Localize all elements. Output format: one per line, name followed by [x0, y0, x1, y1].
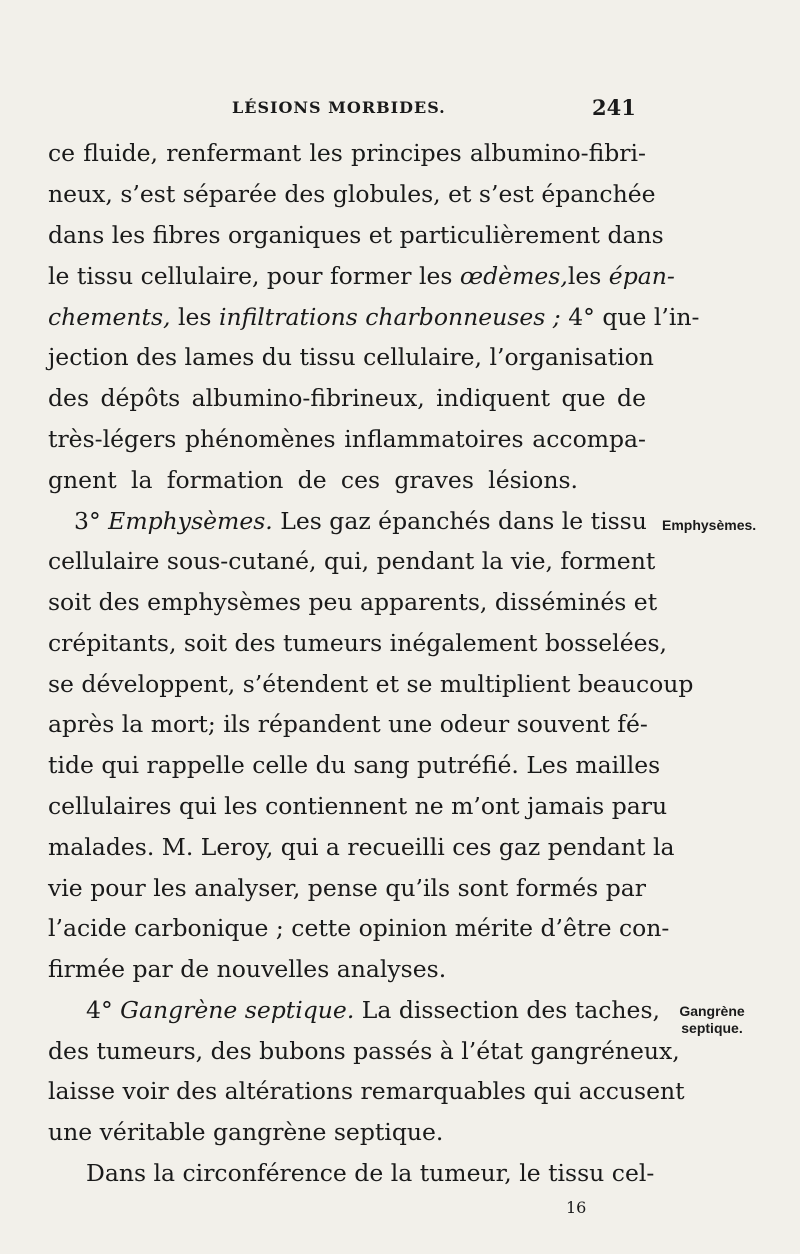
- text-line: Dans la circonférence de la tumeur, le tissu cel-: [86, 1159, 655, 1187]
- text-span: 4° que l’in-: [560, 303, 700, 331]
- text-line: laisse voir des altérations remarquables qui accusent: [48, 1077, 685, 1105]
- text-line: l’acide carbonique ; cette opinion mérite d’être con-: [48, 914, 670, 942]
- text-span: Les gaz épanchés dans le tissu: [272, 507, 647, 535]
- text-line: firmée par de nouvelles analyses.: [48, 955, 447, 983]
- italic-span: œdèmes,: [459, 262, 568, 290]
- text-span: les: [567, 262, 609, 290]
- italic-span: infiltrations charbonneuses ;: [218, 303, 561, 331]
- text-span: 4°: [86, 996, 121, 1024]
- margin-note-emphysemes: Emphysèmes.: [662, 517, 757, 533]
- text-span: les: [170, 303, 219, 331]
- text-line: très-légers phénomènes inflammatoires accompa-: [48, 425, 646, 453]
- text-span: 3°: [74, 507, 109, 535]
- text-span: le tissu cellulaire, pour former les: [48, 262, 460, 290]
- margin-note-line: Gangrène: [679, 1003, 745, 1019]
- signature-mark: 16: [566, 1198, 587, 1217]
- text-line: dans les fibres organiques et particulièrement dans: [48, 221, 664, 249]
- italic-span: épan-: [608, 262, 675, 290]
- text-line: [48, 302, 700, 332]
- text-line: ce fluide, renfermant les principes albumino-fibri-: [48, 139, 646, 167]
- text-line: crépitants, soit des tumeurs inégalement bosselées,: [48, 629, 668, 657]
- text-line: des tumeurs, des bubons passés à l’état gangréneux,: [48, 1037, 680, 1065]
- text-line: après la mort; ils répandent une odeur souvent fé-: [48, 710, 648, 738]
- text-line: se développent, s’étendent et se multiplient beaucoup: [48, 670, 694, 698]
- text-line: des dépôts albumino-fibrineux, indiquent que de: [48, 384, 646, 412]
- text-line: malades. M. Leroy, qui a recueilli ces gaz pendant la: [48, 833, 675, 861]
- text-line: une véritable gangrène septique.: [48, 1118, 444, 1146]
- italic-span: chements,: [48, 303, 171, 331]
- text-line: vie pour les analyser, pense qu’ils sont formés par: [48, 874, 646, 902]
- text-line: [74, 506, 646, 536]
- running-title: LÉSIONS MORBIDES.: [232, 98, 446, 117]
- text-line: [86, 995, 660, 1025]
- text-line: tide qui rappelle celle du sang putréfié. Les mailles: [48, 751, 661, 779]
- margin-note-gangrene: [662, 1003, 762, 1037]
- page-number: 241: [592, 95, 636, 120]
- text-line: soit des emphysèmes peu apparents, disséminés et: [48, 588, 658, 616]
- text-line: gnent la formation de ces graves lésions.: [48, 466, 578, 494]
- text-line: [48, 261, 675, 291]
- margin-note-line: septique.: [681, 1020, 743, 1036]
- text-line: neux, s’est séparée des globules, et s’est épanchée: [48, 180, 656, 208]
- text-line: cellulaire sous-cutané, qui, pendant la vie, forment: [48, 547, 656, 575]
- text-line: jection des lames du tissu cellulaire, l’organisation: [48, 343, 654, 371]
- italic-span: Emphysèmes.: [108, 507, 273, 535]
- text-line: cellulaires qui les contiennent ne m’ont jamais paru: [48, 792, 668, 820]
- text-span: La dissection des taches,: [354, 996, 660, 1024]
- italic-span: Gangrène septique.: [120, 996, 355, 1024]
